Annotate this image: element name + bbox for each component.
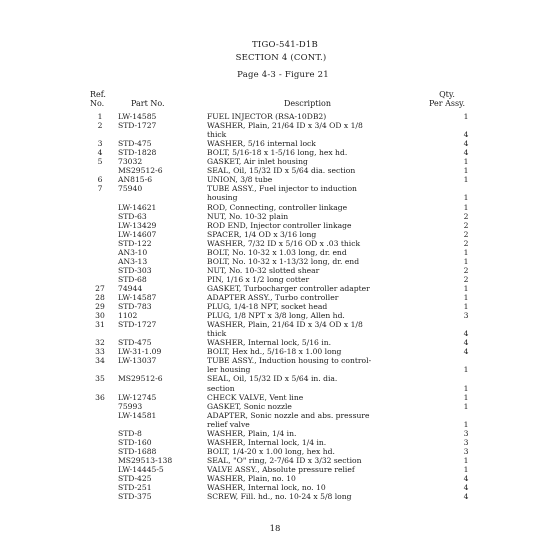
part-number: STD-475 bbox=[118, 139, 152, 149]
part-description: WASHER, Internal lock, no. 10 bbox=[207, 483, 326, 493]
table-row bbox=[0, 493, 550, 502]
part-description: BOLT, No. 10-32 x 1-13/32 long, dr. end bbox=[207, 256, 360, 266]
part-number: LW-13429 bbox=[118, 220, 157, 230]
table-row bbox=[0, 394, 550, 403]
part-description: SCREW, Fill. hd., no. 10-24 x 5/8 long bbox=[207, 492, 352, 502]
quantity: 1 bbox=[463, 293, 469, 302]
part-number: STD-475 bbox=[118, 338, 152, 348]
table-row bbox=[0, 385, 550, 394]
quantity: 1 bbox=[463, 112, 469, 121]
part-number: LW-14621 bbox=[118, 202, 157, 212]
ref-number: 34 bbox=[95, 356, 105, 366]
quantity: 4 bbox=[463, 139, 469, 149]
table-row bbox=[0, 194, 550, 203]
part-description: thick bbox=[207, 329, 227, 339]
part-description: FUEL INJECTOR (RSA-10DB2) bbox=[207, 112, 327, 121]
quantity: 3 bbox=[463, 446, 469, 456]
quantity: 2 bbox=[463, 211, 469, 221]
table-row bbox=[0, 213, 550, 222]
part-number: AN815-6 bbox=[118, 175, 153, 185]
part-number: STD-1727 bbox=[118, 320, 157, 330]
quantity: 4 bbox=[463, 130, 469, 140]
ref-header-line2: No. bbox=[90, 99, 105, 109]
quantity: 2 bbox=[463, 220, 469, 230]
part-description: section bbox=[207, 383, 235, 393]
table-row bbox=[0, 421, 550, 430]
part-number: 75940 bbox=[118, 184, 143, 194]
quantity: 1 bbox=[463, 392, 469, 402]
quantity: 3 bbox=[463, 428, 469, 438]
quantity: 3 bbox=[463, 437, 469, 447]
page-number: 18 bbox=[269, 524, 281, 534]
ref-number: 2 bbox=[97, 121, 103, 131]
part-description: CHECK VALVE, Vent line bbox=[207, 392, 304, 402]
quantity: 1 bbox=[463, 202, 469, 212]
quantity: 1 bbox=[463, 383, 469, 393]
table-row bbox=[0, 375, 550, 384]
part-description: PLUG, 1/8 NPT x 3/8 long, Allen hd. bbox=[207, 311, 345, 321]
part-description: SEAL, "O" ring, 2-7/64 ID x 3/32 section bbox=[207, 455, 362, 465]
qty-header-line2: Per Assy. bbox=[428, 99, 466, 109]
part-description: housing bbox=[207, 193, 238, 203]
part-number: MS29512-6 bbox=[118, 374, 163, 384]
quantity: 1 bbox=[463, 256, 469, 266]
part-description: WASHER, 5/16 internal lock bbox=[207, 139, 316, 149]
part-number: LW-13037 bbox=[118, 356, 157, 366]
ref-number: 35 bbox=[95, 374, 105, 384]
part-description: VALVE ASSY., Absolute pressure relief bbox=[207, 464, 355, 474]
ref-number: 3 bbox=[97, 139, 103, 149]
part-number: MS29512-6 bbox=[118, 166, 163, 176]
part-description: WASHER, 7/32 ID x 5/16 OD x .03 thick bbox=[207, 238, 361, 248]
part-no-header: Part No. bbox=[131, 99, 165, 108]
part-number: STD-63 bbox=[118, 211, 147, 221]
table-row bbox=[0, 412, 550, 421]
quantity: 1 bbox=[463, 302, 469, 312]
part-number: LW-14581 bbox=[118, 410, 157, 420]
part-number: 1102 bbox=[118, 311, 138, 321]
part-description: relief valve bbox=[207, 419, 250, 429]
ref-header-line1: Ref. bbox=[90, 90, 106, 99]
part-number: 75993 bbox=[118, 401, 143, 411]
quantity: 1 bbox=[463, 175, 469, 185]
quantity: 2 bbox=[463, 274, 469, 284]
quantity: 1 bbox=[463, 455, 469, 465]
table-row bbox=[0, 403, 550, 412]
part-description: WASHER, Plain, 21/64 ID x 3/4 OD x 1/8 bbox=[207, 320, 363, 330]
quantity: 4 bbox=[463, 474, 469, 483]
quantity: 2 bbox=[463, 265, 469, 275]
part-description: SEAL, Oil, 15/32 ID x 5/64 in. dia. bbox=[207, 374, 338, 384]
part-number: LW-14587 bbox=[118, 293, 157, 302]
part-description: UNION, 3/8 tube bbox=[207, 175, 273, 185]
part-description: WASHER, Internal lock, 5/16 in. bbox=[207, 338, 332, 348]
part-number: 74944 bbox=[118, 283, 143, 293]
table-row bbox=[0, 204, 550, 213]
section-title: SECTION 4 (CONT.) bbox=[235, 53, 327, 63]
part-description: BOLT, No. 10-32 x 1.03 long, dr. end bbox=[207, 247, 347, 257]
quantity: 1 bbox=[463, 193, 469, 203]
part-number: STD-1688 bbox=[118, 446, 157, 456]
quantity: 4 bbox=[463, 338, 469, 348]
part-number: STD-160 bbox=[118, 437, 152, 447]
ref-number: 31 bbox=[95, 320, 105, 330]
ref-number: 1 bbox=[97, 112, 103, 121]
quantity: 2 bbox=[463, 238, 469, 248]
ref-number: 6 bbox=[97, 175, 103, 185]
quantity: 1 bbox=[463, 247, 469, 257]
part-number: LW-31-1.09 bbox=[118, 347, 162, 357]
part-description: TUBE ASSY., Induction housing to control- bbox=[207, 356, 372, 366]
part-number: STD-783 bbox=[118, 302, 152, 312]
ref-number: 28 bbox=[95, 293, 105, 302]
part-description: WASHER, Plain, 1/4 in. bbox=[207, 428, 297, 438]
part-description: ADAPTER, Sonic nozzle and abs. pressure bbox=[207, 410, 370, 420]
ref-number: 27 bbox=[95, 283, 105, 293]
table-row bbox=[0, 240, 550, 249]
part-description: PLUG, 1/4-18 NPT, socket head bbox=[207, 302, 328, 312]
part-description: SPACER, 1/4 OD x 3/16 long bbox=[207, 229, 317, 239]
part-description: ler housing bbox=[207, 365, 251, 375]
part-number: STD-1828 bbox=[118, 148, 157, 158]
part-description: GASKET, Air inlet housing bbox=[207, 157, 308, 167]
part-description: WASHER, Internal lock, 1/4 in. bbox=[207, 437, 327, 447]
figure-reference: Page 4-3 - Figure 21 bbox=[237, 70, 329, 80]
description-header: Description bbox=[284, 99, 331, 108]
part-number: STD-8 bbox=[118, 428, 142, 438]
quantity: 4 bbox=[463, 329, 469, 339]
table-row bbox=[0, 231, 550, 240]
ref-number: 4 bbox=[97, 148, 103, 158]
part-description: ADAPTER ASSY., Turbo controller bbox=[207, 293, 339, 302]
part-number: STD-425 bbox=[118, 474, 152, 483]
table-row bbox=[0, 222, 550, 231]
part-description: PIN, 1/16 x 1/2 long cotter bbox=[207, 274, 310, 284]
part-number: 73032 bbox=[118, 157, 143, 167]
quantity: 1 bbox=[463, 401, 469, 411]
ref-no-header bbox=[90, 90, 106, 108]
ref-number: 36 bbox=[95, 392, 105, 402]
ref-number: 7 bbox=[97, 184, 103, 194]
part-description: thick bbox=[207, 130, 227, 140]
part-number: STD-68 bbox=[118, 274, 147, 284]
part-number: STD-1727 bbox=[118, 121, 157, 131]
part-number: STD-375 bbox=[118, 492, 152, 502]
part-number: STD-122 bbox=[118, 238, 152, 248]
part-number: LW-14585 bbox=[118, 112, 157, 121]
part-description: NUT, No. 10-32 slotted shear bbox=[207, 265, 320, 275]
quantity: 4 bbox=[463, 492, 469, 502]
quantity: 1 bbox=[463, 419, 469, 429]
part-number: LW-14445-5 bbox=[118, 464, 164, 474]
part-number: LW-12745 bbox=[118, 392, 157, 402]
part-number: AN3-10 bbox=[118, 247, 148, 257]
part-description: NUT, No. 10-32 plain bbox=[207, 211, 289, 221]
ref-number: 32 bbox=[95, 338, 105, 348]
part-number: MS29513-138 bbox=[118, 455, 173, 465]
part-number: AN3-13 bbox=[118, 256, 148, 266]
quantity: 1 bbox=[463, 166, 469, 176]
quantity: 4 bbox=[463, 148, 469, 158]
part-number: LW-14607 bbox=[118, 229, 157, 239]
part-description: TUBE ASSY., Fuel injector to induction bbox=[207, 184, 357, 194]
part-description: GASKET, Turbocharger controller adapter bbox=[207, 283, 370, 293]
part-description: SEAL, Oil, 15/32 ID x 5/64 dia. section bbox=[207, 166, 356, 176]
part-description: BOLT, Hex hd., 5/16-18 x 1.00 long bbox=[207, 347, 342, 357]
part-description: BOLT, 5/16-18 x 1-5/16 long, hex hd. bbox=[207, 148, 348, 158]
part-number: STD-251 bbox=[118, 483, 152, 493]
ref-number: 5 bbox=[97, 157, 103, 167]
quantity: 4 bbox=[463, 347, 469, 357]
quantity: 1 bbox=[463, 464, 469, 474]
qty-header bbox=[422, 90, 472, 108]
quantity: 4 bbox=[463, 483, 469, 493]
part-description: WASHER, Plain, no. 10 bbox=[207, 474, 296, 483]
part-description: BOLT, 1/4-20 x 1.00 long, hex hd. bbox=[207, 446, 335, 456]
part-description: WASHER, Plain, 21/64 ID x 3/4 OD x 1/8 bbox=[207, 121, 363, 131]
quantity: 2 bbox=[463, 229, 469, 239]
part-description: GASKET, Sonic nozzle bbox=[207, 401, 292, 411]
quantity: 3 bbox=[463, 311, 469, 321]
part-description: ROD END, Injector controller linkage bbox=[207, 220, 352, 230]
ref-number: 29 bbox=[95, 302, 105, 312]
part-description: ROD, Connecting, controller linkage bbox=[207, 202, 348, 212]
quantity: 1 bbox=[463, 365, 469, 375]
part-number: STD-303 bbox=[118, 265, 152, 275]
ref-number: 33 bbox=[95, 347, 105, 357]
quantity: 1 bbox=[463, 157, 469, 167]
document-id: TIGO-541-D1B bbox=[252, 40, 318, 50]
ref-number: 30 bbox=[95, 311, 105, 321]
quantity: 1 bbox=[463, 283, 469, 293]
qty-header-line1: Qty. bbox=[439, 90, 455, 99]
